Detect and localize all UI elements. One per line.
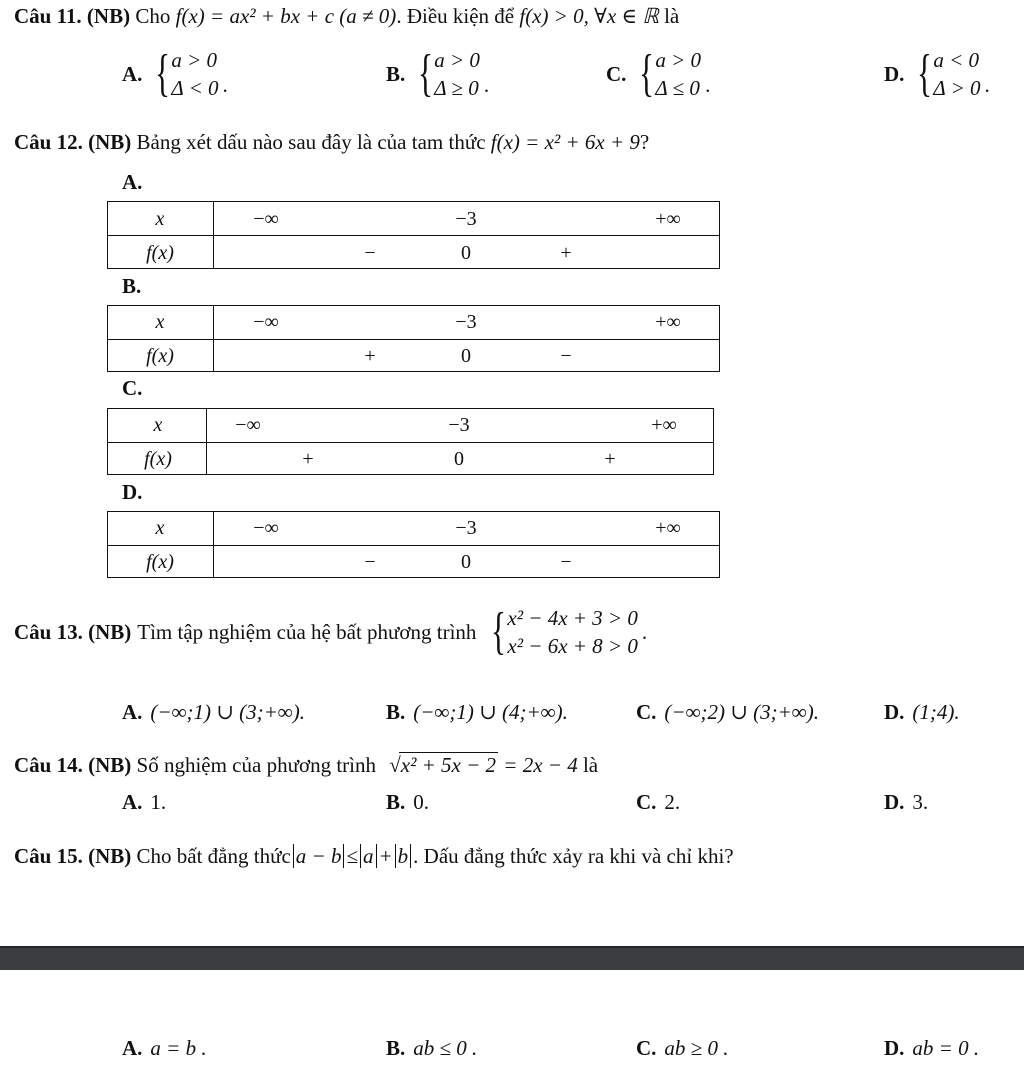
- question-13-text: Tìm tập nghiệm của hệ bất phương trình: [137, 619, 477, 644]
- neg-infinity: −∞: [235, 414, 261, 437]
- system-line-1: a > 0: [434, 48, 480, 72]
- right-sign: −: [560, 344, 572, 367]
- question-13-line-2: x² − 6x + 8 > 0: [507, 634, 638, 658]
- option-end: .: [483, 72, 490, 97]
- question-15-option-c[interactable]: [636, 1036, 728, 1061]
- question-11-option-c[interactable]: C. { a > 0 Δ ≤ 0 .: [606, 45, 711, 102]
- system-line-2: Δ > 0: [933, 76, 981, 100]
- root-value: −3: [448, 414, 470, 437]
- option-end: .: [222, 72, 228, 97]
- option-label: A.: [122, 700, 143, 724]
- question-11-condition: f(x) > 0, ∀x ∈ ℝ: [519, 4, 659, 28]
- question-12-option-a-label[interactable]: A.: [122, 170, 143, 194]
- root-value: −3: [455, 311, 477, 334]
- option-label: A.: [122, 61, 143, 86]
- right-sign: −: [560, 550, 572, 573]
- question-15-stem: [14, 844, 734, 869]
- right-sign: +: [604, 447, 616, 470]
- table-x-header: x: [153, 414, 163, 437]
- left-sign: −: [364, 550, 376, 573]
- question-12-label: Câu 12. (NB): [14, 130, 132, 154]
- option-value: 2.: [664, 790, 681, 814]
- right-sign: +: [560, 241, 572, 264]
- question-14-option-c[interactable]: [636, 790, 680, 815]
- system-line-2: Δ ≤ 0: [655, 76, 700, 100]
- question-15-abs-a-minus-b: a − b: [293, 844, 345, 868]
- question-15-abs-a: a: [360, 844, 377, 868]
- option-value: 3.: [912, 790, 929, 814]
- neg-infinity: −∞: [253, 311, 279, 334]
- question-15-option-d[interactable]: [884, 1036, 979, 1061]
- option-label: D.: [884, 1036, 905, 1060]
- question-11-option-b[interactable]: B. { a > 0 Δ ≥ 0 .: [386, 45, 490, 102]
- question-15-option-a[interactable]: [122, 1036, 207, 1061]
- option-label: B.: [386, 790, 406, 814]
- system-line-2: Δ < 0: [171, 76, 219, 100]
- table-fx-header: f(x): [144, 447, 172, 470]
- question-11-stem: [14, 4, 679, 29]
- pos-infinity: +∞: [655, 207, 681, 230]
- option-value: a = b .: [150, 1036, 207, 1060]
- option-label: B.: [386, 61, 406, 86]
- table-x-header: x: [155, 311, 165, 334]
- question-15-option-b[interactable]: [386, 1036, 477, 1061]
- question-15-abs-b: b: [395, 844, 412, 868]
- question-12-option-b-label[interactable]: B.: [122, 274, 142, 298]
- question-13-stem: Câu 13. (NB) Tìm tập nghiệm của hệ bất phương trình { x² − 4x + 3 > 0 x² − 6x + 8 > 0 .: [14, 603, 648, 660]
- option-label: C.: [636, 700, 657, 724]
- system-line-1: a > 0: [655, 48, 702, 72]
- system-line-1: a < 0: [933, 48, 980, 72]
- pos-infinity: +∞: [655, 311, 681, 334]
- left-sign: +: [364, 344, 376, 367]
- table-x-header: x: [155, 517, 165, 540]
- question-14-option-d[interactable]: [884, 790, 928, 815]
- question-13-option-d[interactable]: [884, 700, 960, 725]
- question-14-text: Số nghiệm của phương trình: [136, 753, 376, 777]
- question-13-end: .: [641, 619, 648, 644]
- question-14-end: là: [582, 753, 599, 777]
- sign-table-a: [107, 201, 720, 269]
- question-11-label: Câu 11. (NB): [14, 4, 131, 28]
- option-value: ab = 0 .: [912, 1036, 980, 1060]
- option-label: C.: [636, 790, 657, 814]
- zero-value: 0: [461, 344, 471, 367]
- question-12-text: Bảng xét dấu nào sau đây là của tam thức: [136, 130, 486, 154]
- sign-table-c: [107, 408, 714, 475]
- page-separator-bar: [0, 946, 1024, 970]
- question-12-end: ?: [639, 130, 650, 154]
- question-11-text-before: Cho: [135, 4, 171, 28]
- question-14-stem: Câu 14. (NB) Số nghiệm của phương trình √x² + 5x − 2 = 2x − 4 là: [14, 753, 599, 777]
- sign-table-b: [107, 305, 720, 372]
- question-14-label: Câu 14. (NB): [14, 753, 132, 777]
- option-value: ab ≥ 0 .: [664, 1036, 729, 1060]
- option-value: ab ≤ 0 .: [413, 1036, 478, 1060]
- question-11-text-after: là: [664, 4, 680, 28]
- question-11-function: f(x) = ax² + bx + c (a ≠ 0): [175, 4, 397, 28]
- question-14-radicand: x² + 5x − 2: [400, 753, 497, 777]
- question-11-text-mid: . Điều kiện để: [396, 4, 515, 28]
- option-label: D.: [884, 790, 905, 814]
- zero-value: 0: [461, 550, 471, 573]
- question-12-option-c-label[interactable]: C.: [122, 376, 143, 400]
- option-label: D.: [884, 61, 905, 86]
- root-value: −3: [455, 517, 477, 540]
- option-label: C.: [606, 61, 627, 86]
- left-sign: −: [364, 241, 376, 264]
- question-15-plus: +: [378, 844, 393, 868]
- option-value: (1;4).: [912, 700, 960, 724]
- sign-table-d: [107, 511, 720, 578]
- neg-infinity: −∞: [253, 517, 279, 540]
- option-value: (−∞;1) ∪ (3;+∞).: [150, 700, 306, 724]
- neg-infinity: −∞: [253, 207, 279, 230]
- question-12-option-d-label[interactable]: D.: [122, 480, 143, 504]
- system-line-2: Δ ≥ 0: [434, 76, 479, 100]
- option-value: 1.: [150, 790, 167, 814]
- question-12-function: f(x) = x² + 6x + 9: [490, 130, 640, 154]
- option-end: .: [984, 72, 990, 97]
- system-line-1: a > 0: [171, 48, 218, 72]
- pos-infinity: +∞: [655, 517, 681, 540]
- zero-value: 0: [461, 241, 471, 264]
- question-11-option-d[interactable]: D. { a < 0 Δ > 0 .: [884, 45, 990, 102]
- table-fx-header: f(x): [146, 550, 174, 573]
- left-sign: +: [302, 447, 314, 470]
- question-13-line-1: x² − 4x + 3 > 0: [507, 606, 638, 630]
- question-11-option-a[interactable]: A. { a > 0 Δ < 0 .: [122, 45, 228, 102]
- question-13-option-b[interactable]: [386, 700, 568, 725]
- root-value: −3: [455, 207, 477, 230]
- question-13-option-c[interactable]: [636, 700, 819, 725]
- option-label: D.: [884, 700, 905, 724]
- zero-value: 0: [454, 447, 464, 470]
- question-14-option-b[interactable]: [386, 790, 429, 815]
- question-14-option-a[interactable]: [122, 790, 166, 815]
- option-label: A.: [122, 790, 143, 814]
- option-label: B.: [386, 700, 406, 724]
- question-15-end: . Dấu đẳng thức xảy ra khi và chỉ khi?: [413, 844, 734, 868]
- pos-infinity: +∞: [651, 414, 677, 437]
- option-label: A.: [122, 1036, 143, 1060]
- table-fx-header: f(x): [146, 241, 174, 264]
- question-15-label: Câu 15. (NB): [14, 844, 132, 868]
- question-13-option-a[interactable]: [122, 700, 305, 725]
- question-15-le: ≤: [346, 844, 358, 868]
- option-value: (−∞;1) ∪ (4;+∞).: [413, 700, 568, 724]
- option-value: 0.: [413, 790, 430, 814]
- question-12-stem: [14, 130, 649, 155]
- table-x-header: x: [155, 207, 165, 230]
- question-13-label: Câu 13. (NB): [14, 619, 132, 644]
- table-fx-header: f(x): [146, 344, 174, 367]
- question-14-rhs: = 2x − 4: [503, 753, 578, 777]
- option-value: (−∞;2) ∪ (3;+∞).: [664, 700, 820, 724]
- option-label: C.: [636, 1036, 657, 1060]
- option-label: B.: [386, 1036, 406, 1060]
- question-15-text: Cho bất đẳng thức: [136, 844, 291, 868]
- option-end: .: [705, 72, 711, 97]
